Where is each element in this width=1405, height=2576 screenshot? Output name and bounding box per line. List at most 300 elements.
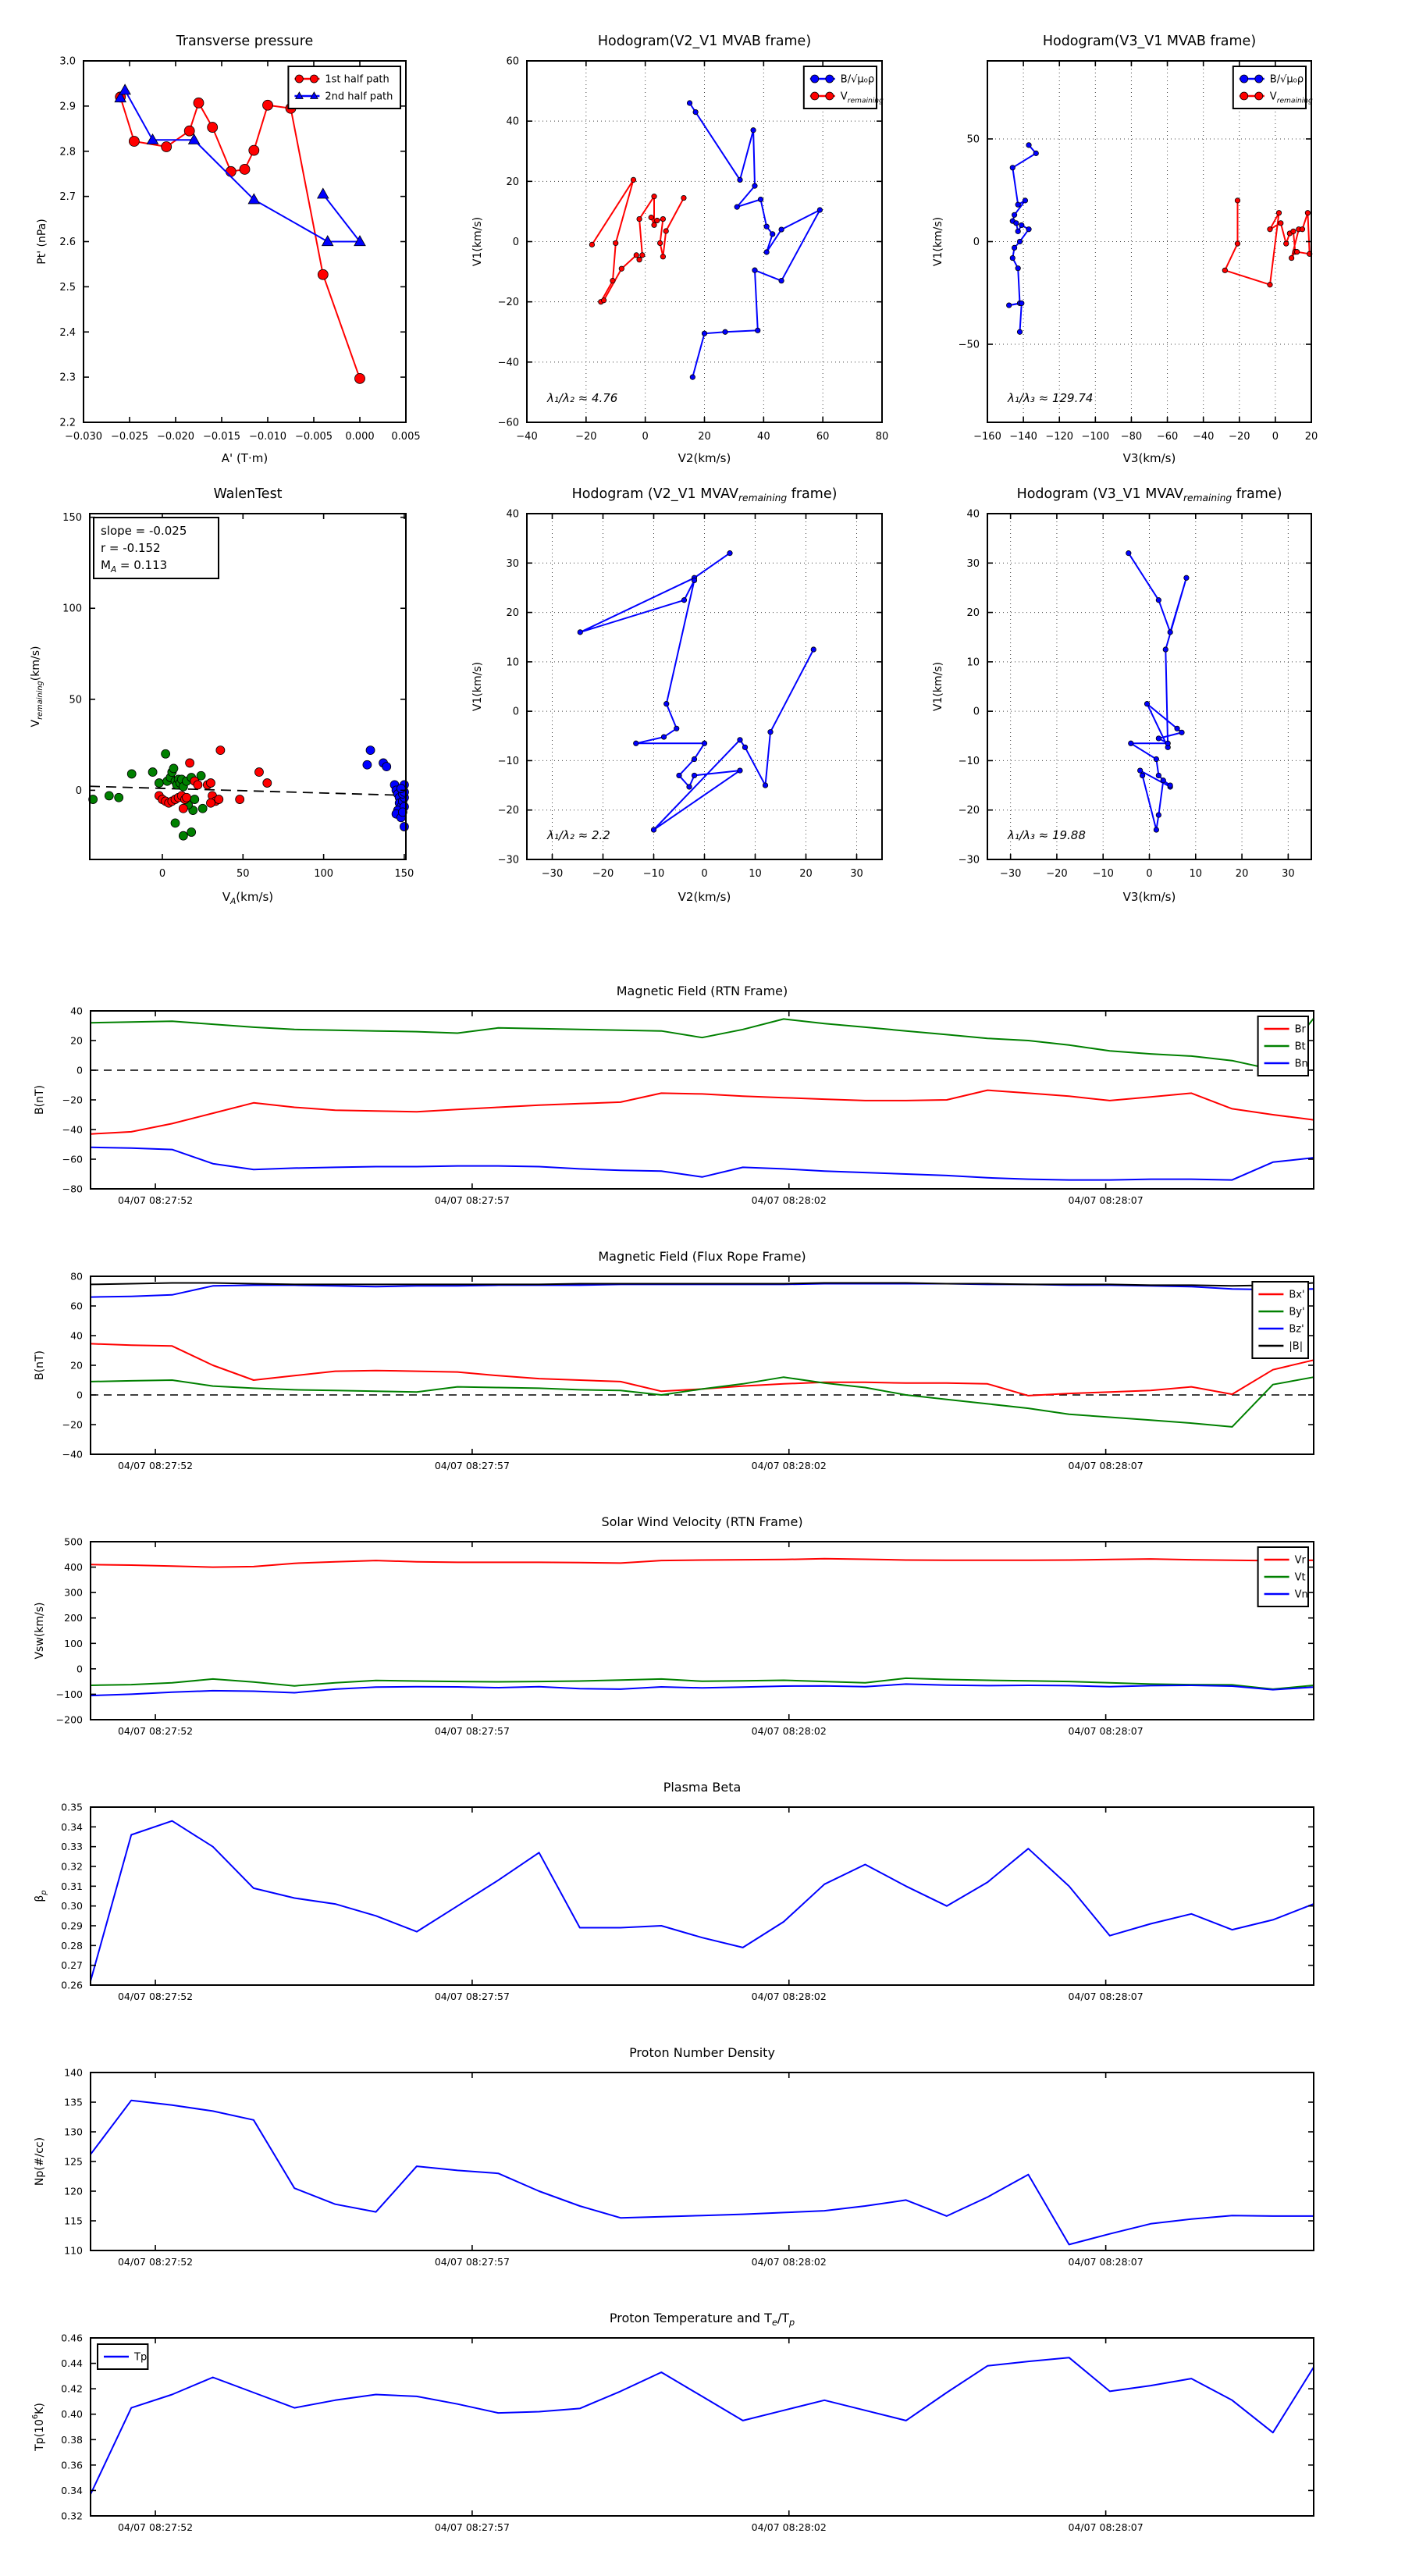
series-Br <box>91 1091 1314 1134</box>
circle-marker <box>1156 813 1161 817</box>
axes-frame <box>527 61 882 422</box>
y-axis-label: V1(km/s) <box>932 661 944 712</box>
y-tick-label: 135 <box>64 2096 83 2108</box>
y-axis-label: Vsw(km/s) <box>34 1602 46 1660</box>
eigenvalue-annotation: λ₁/λ₂ ≈ 4.76 <box>547 391 618 405</box>
y-tick-label: −20 <box>62 1094 83 1106</box>
circle-marker <box>758 197 763 201</box>
circle-marker <box>1154 756 1158 761</box>
y-tick-label: 100 <box>62 603 82 615</box>
x-tick-label: −10 <box>642 868 665 880</box>
circle-marker <box>614 240 618 245</box>
circle-marker <box>677 773 681 777</box>
circle-marker <box>649 215 653 219</box>
x-tick-label: −120 <box>1045 431 1074 443</box>
series-line <box>91 1377 1314 1427</box>
x-tick-label: 04/07 08:27:52 <box>117 2521 194 2533</box>
circle-marker <box>735 205 739 209</box>
circle-marker <box>1161 778 1165 783</box>
y-tick-label: 10 <box>966 656 980 669</box>
circle-marker <box>1129 741 1133 745</box>
circle-marker <box>1289 255 1293 260</box>
chart-hodogram-v2v1-mvav <box>468 453 929 923</box>
circle-marker <box>1014 221 1019 226</box>
circle-marker <box>1154 827 1158 832</box>
y-tick-label: 40 <box>506 508 519 521</box>
x-tick-label: 04/07 08:27:52 <box>117 1725 194 1737</box>
circle-marker <box>770 232 775 237</box>
circle-marker <box>619 266 624 271</box>
legend-label: $V_{remaining}$ <box>1269 91 1313 105</box>
x-tick-label: 04/07 08:28:02 <box>751 1991 827 2002</box>
circle-marker <box>1179 730 1184 735</box>
y-tick-label: 200 <box>64 1612 83 1624</box>
x-tick-label: 04/07 08:27:57 <box>434 1460 510 1471</box>
circle-marker <box>215 795 223 804</box>
y-tick-label: −30 <box>497 854 519 866</box>
circle-marker <box>155 779 163 788</box>
circle-marker <box>610 278 615 283</box>
y-tick-label: 115 <box>64 2215 83 2227</box>
y-tick-label: 0.26 <box>61 1979 83 1991</box>
y-tick-label: 0 <box>512 706 519 718</box>
circle-marker <box>578 630 582 635</box>
circle-marker <box>363 760 372 769</box>
circle-marker <box>702 741 706 745</box>
circle-marker <box>1144 701 1149 706</box>
y-tick-label: 0 <box>76 1663 83 1675</box>
chart-title: Proton Number Density <box>629 2045 775 2060</box>
circle-marker <box>811 92 819 100</box>
circle-marker <box>1137 768 1142 773</box>
y-tick-label: 125 <box>64 2155 83 2168</box>
y-axis-label: $V_{remaining}(km/s)$ <box>30 646 44 728</box>
y-tick-label: 2.3 <box>59 372 76 384</box>
y-tick-label: 20 <box>70 1034 83 1047</box>
x-tick-label: 20 <box>799 868 813 880</box>
y-tick-label: 40 <box>70 1329 83 1342</box>
y-tick-label: 10 <box>506 656 519 669</box>
x-tick-label: 04/07 08:28:07 <box>1068 2256 1144 2268</box>
y-tick-label: −60 <box>497 417 519 429</box>
series-line <box>91 1559 1314 1567</box>
x-tick-label: −40 <box>516 431 538 443</box>
x-tick-label: 04/07 08:27:52 <box>117 1194 194 1206</box>
x-tick-label: −30 <box>541 868 564 880</box>
y-tick-label: 120 <box>64 2185 83 2197</box>
circle-marker <box>1255 75 1263 83</box>
chart-title: Magnetic Field (Flux Rope Frame) <box>598 1249 806 1264</box>
x-tick-label: 80 <box>875 431 889 443</box>
chart-walen-test <box>0 453 468 923</box>
circle-marker <box>182 793 190 802</box>
circle-marker <box>634 253 638 258</box>
y-tick-label: 0 <box>76 1389 83 1401</box>
y-tick-label: 80 <box>70 1270 83 1283</box>
axes-frame <box>527 514 882 859</box>
y-tick-label: 0 <box>973 706 980 718</box>
y-tick-label: −100 <box>55 1688 83 1700</box>
chart-title: Plasma Beta <box>663 1780 742 1795</box>
circle-marker <box>318 269 328 279</box>
circle-marker <box>1240 75 1248 83</box>
y-tick-label: 500 <box>64 1535 83 1548</box>
triangle-marker <box>318 188 329 198</box>
circle-marker <box>1163 647 1168 652</box>
circle-marker <box>171 819 180 827</box>
circle-marker <box>1019 222 1024 227</box>
series-line <box>91 1147 1314 1180</box>
chart-solar-wind-velocity <box>0 1460 1405 1747</box>
y-tick-label: −60 <box>62 1153 83 1165</box>
circle-marker <box>692 773 696 777</box>
circle-marker <box>310 75 318 83</box>
x-tick-label: 04/07 08:27:52 <box>117 2256 194 2268</box>
chart-transverse-pressure <box>0 0 468 470</box>
circle-marker <box>162 141 172 151</box>
y-tick-label: 0.31 <box>61 1880 83 1892</box>
y-tick-label: 0.42 <box>61 2382 83 2395</box>
circle-marker <box>652 222 656 227</box>
circle-marker <box>589 242 594 247</box>
y-tick-label: 0.32 <box>61 1860 83 1873</box>
series-line <box>91 1340 1314 1396</box>
circle-marker <box>263 779 272 788</box>
fit-stat-line: slope = -0.025 <box>101 524 187 538</box>
x-axis-label: V2(km/s) <box>678 451 731 465</box>
y-tick-label: −10 <box>958 755 980 767</box>
circle-marker <box>1017 239 1022 244</box>
series-line <box>91 2357 1314 2494</box>
circle-marker <box>1291 229 1296 233</box>
series-Np <box>91 2101 1314 2245</box>
x-axis-label: $V_A(km/s)$ <box>222 890 274 906</box>
x-tick-label: 04/07 08:27:57 <box>434 1194 510 1206</box>
y-tick-label: 0 <box>973 237 980 248</box>
axes-frame <box>91 1542 1314 1720</box>
legend-label: Vt <box>1294 1571 1306 1584</box>
x-axis-label: A' (T·m) <box>221 451 269 465</box>
x-tick-label: 30 <box>1282 868 1295 880</box>
y-tick-label: 0.36 <box>61 2459 83 2471</box>
series-Bn <box>91 1147 1314 1180</box>
series-line <box>120 91 360 242</box>
x-tick-label: 04/07 08:28:07 <box>1068 1460 1144 1471</box>
legend-label: 2nd half path <box>325 91 393 103</box>
y-tick-label: 20 <box>966 607 980 620</box>
y-axis-label: B(nT) <box>34 1350 46 1380</box>
circle-marker <box>1175 726 1179 731</box>
x-tick-label: −0.015 <box>202 431 241 443</box>
x-tick-label: 04/07 08:27:57 <box>434 2521 510 2533</box>
y-tick-label: −20 <box>497 805 519 817</box>
circle-marker <box>1279 221 1283 226</box>
circle-marker <box>1010 165 1015 170</box>
chart-title: Transverse pressure <box>176 34 314 49</box>
x-tick-label: 04/07 08:28:02 <box>751 2256 827 2268</box>
circle-marker <box>811 75 819 83</box>
circle-marker <box>661 735 666 739</box>
circle-marker <box>169 764 178 773</box>
circle-marker <box>752 268 757 272</box>
x-tick-label: −140 <box>1009 431 1037 443</box>
y-tick-label: 0.34 <box>61 2484 83 2496</box>
chart-title: Hodogram(V2_V1 MVAB frame) <box>597 34 812 49</box>
legend <box>804 66 884 109</box>
x-tick-label: 0.000 <box>345 431 375 443</box>
circle-marker <box>206 779 215 788</box>
x-tick-label: 0 <box>1146 868 1153 880</box>
circle-marker <box>660 216 665 221</box>
circle-marker <box>400 823 408 831</box>
y-tick-label: 2.7 <box>59 191 76 204</box>
legend-label: B/√μ₀ρ <box>840 73 875 86</box>
y-axis-label: V1(km/s) <box>471 661 484 712</box>
x-tick-label: −40 <box>1192 431 1215 443</box>
circle-marker <box>687 785 692 789</box>
circle-marker <box>1026 227 1031 232</box>
legend-label: Bt <box>1294 1041 1306 1053</box>
circle-marker <box>764 250 769 254</box>
legend-label: Vr <box>1294 1554 1306 1567</box>
circle-marker <box>826 92 834 100</box>
y-tick-label: −80 <box>62 1183 83 1195</box>
axes-frame <box>91 2073 1314 2250</box>
chart-plasma-beta <box>0 1725 1405 2012</box>
circle-marker <box>651 827 656 832</box>
y-axis-label: V1(km/s) <box>932 216 944 267</box>
series-line <box>91 1684 1314 1695</box>
circle-marker <box>187 828 196 837</box>
y-tick-label: 140 <box>64 2066 83 2079</box>
series-Bx' <box>91 1340 1314 1396</box>
fit-stat-line: r = -0.152 <box>101 541 161 555</box>
circle-marker <box>1016 202 1020 207</box>
circle-marker <box>1010 255 1015 260</box>
y-tick-label: 0 <box>76 1064 83 1076</box>
y-tick-label: 30 <box>506 557 519 570</box>
y-tick-label: 0.28 <box>61 1939 83 1952</box>
x-tick-label: 0 <box>1272 431 1279 443</box>
circle-marker <box>1294 249 1299 254</box>
x-tick-label: −0.020 <box>156 431 195 443</box>
circle-marker <box>817 208 822 212</box>
axes-frame <box>91 1807 1314 1985</box>
x-tick-label: 04/07 08:28:02 <box>751 1194 827 1206</box>
circle-marker <box>738 768 742 773</box>
y-tick-label: 2.6 <box>59 237 76 248</box>
chart-hodogram-v3v1-mvab <box>929 0 1405 470</box>
legend-label: Tp <box>134 2351 148 2364</box>
y-tick-label: −20 <box>62 1418 83 1431</box>
y-axis-label: Pt' (nPa) <box>36 219 48 265</box>
legend <box>98 2344 148 2369</box>
series-line <box>91 2101 1314 2245</box>
x-tick-label: 0 <box>701 868 708 880</box>
x-tick-label: −60 <box>1156 431 1179 443</box>
y-tick-label: 50 <box>69 694 82 706</box>
circle-marker <box>254 768 263 777</box>
chart-title: Hodogram (V3_V1 $MVAV_{remaining}$ frame) <box>1016 486 1282 503</box>
y-tick-label: 130 <box>64 2126 83 2138</box>
series-V-hodogram <box>1126 550 1190 832</box>
x-tick-label: 20 <box>698 431 711 443</box>
chart-title: Proton Temperature and $T_e/T_p$ <box>609 2311 795 2328</box>
axes-frame <box>91 2338 1314 2516</box>
y-tick-label: 2.8 <box>59 146 76 158</box>
circle-marker <box>690 375 695 379</box>
circle-marker <box>1235 241 1240 246</box>
legend-label: By' <box>1289 1306 1305 1318</box>
chart-title: Hodogram (V2_V1 $MVAV_{remaining}$ frame) <box>571 486 838 503</box>
x-tick-label: 20 <box>1304 431 1318 443</box>
y-tick-label: 110 <box>64 2244 83 2257</box>
y-tick-label: 60 <box>506 55 519 68</box>
series-By' <box>91 1377 1314 1427</box>
circle-marker <box>692 756 696 761</box>
circle-marker <box>655 218 660 222</box>
circle-marker <box>631 177 635 182</box>
x-tick-label: 0 <box>158 868 166 880</box>
y-tick-label: 300 <box>64 1586 83 1599</box>
circle-marker <box>826 75 834 83</box>
y-tick-label: 3.0 <box>59 55 76 68</box>
x-tick-label: −10 <box>1092 868 1114 880</box>
circle-marker <box>1168 783 1172 788</box>
x-tick-label: 100 <box>314 868 334 880</box>
x-tick-label: 40 <box>757 431 770 443</box>
circle-marker <box>105 792 113 800</box>
x-tick-label: 04/07 08:28:07 <box>1068 1991 1144 2002</box>
circle-marker <box>206 799 215 807</box>
series-line <box>91 1821 1314 1981</box>
circle-marker <box>640 253 645 258</box>
x-tick-label: 0.005 <box>391 431 421 443</box>
circle-marker <box>1240 92 1248 100</box>
legend <box>1258 1547 1308 1606</box>
legend-label: Bx' <box>1289 1289 1305 1301</box>
x-tick-label: 30 <box>850 868 863 880</box>
x-axis-label: V3(km/s) <box>1122 890 1176 904</box>
triangle-marker <box>322 236 333 246</box>
chart-title: Hodogram(V3_V1 MVAB frame) <box>1042 34 1257 49</box>
series-line <box>1129 553 1186 830</box>
y-tick-label: −40 <box>62 1123 83 1136</box>
legend-label: Bn <box>1294 1058 1308 1070</box>
y-tick-label: −10 <box>497 755 519 767</box>
x-tick-label: 04/07 08:27:52 <box>117 1991 194 2002</box>
series-V-remaining-hodogram <box>589 177 686 304</box>
circle-marker <box>1235 198 1240 203</box>
x-tick-label: 20 <box>1235 868 1249 880</box>
x-tick-label: 04/07 08:27:57 <box>434 1991 510 2002</box>
x-tick-label: 04/07 08:27:52 <box>117 1460 194 1471</box>
series-B-hodogram <box>1006 143 1038 335</box>
circle-marker <box>226 166 236 176</box>
y-tick-label: 60 <box>70 1300 83 1312</box>
eigenvalue-annotation: λ₁/λ₃ ≈ 129.74 <box>1008 391 1094 405</box>
circle-marker <box>727 550 732 555</box>
x-tick-label: 10 <box>749 868 762 880</box>
y-tick-label: 0 <box>512 237 519 248</box>
series-Vn <box>91 1684 1314 1695</box>
chart-magnetic-field-flux-rope <box>0 1194 1405 1482</box>
x-tick-label: −0.010 <box>248 431 287 443</box>
legend <box>1252 1282 1308 1358</box>
legend-label: Vn <box>1294 1589 1308 1601</box>
y-tick-label: 30 <box>966 557 980 570</box>
legend-label: Bz' <box>1289 1323 1304 1336</box>
circle-marker <box>1019 301 1024 305</box>
legend <box>1258 1016 1308 1076</box>
x-tick-label: 04/07 08:28:07 <box>1068 2521 1144 2533</box>
y-tick-label: 0.46 <box>61 2332 83 2344</box>
circle-marker <box>184 126 194 136</box>
chart-title: WalenTest <box>213 486 283 502</box>
circle-marker <box>657 240 662 245</box>
series-beta-p <box>91 1821 1314 1981</box>
y-tick-label: −20 <box>958 805 980 817</box>
x-tick-label: −0.025 <box>110 431 149 443</box>
y-tick-label: 50 <box>966 133 980 146</box>
circle-marker <box>687 101 692 105</box>
circle-marker <box>1305 210 1310 215</box>
circle-marker <box>763 783 767 788</box>
series-line <box>690 103 820 377</box>
circle-marker <box>723 329 727 334</box>
y-tick-label: 0 <box>75 785 82 797</box>
y-tick-label: 20 <box>70 1359 83 1372</box>
y-tick-label: 2.9 <box>59 101 76 113</box>
chart-magnetic-field-rtn <box>0 929 1405 1216</box>
circle-marker <box>1268 227 1272 232</box>
triangle-marker <box>147 134 158 144</box>
chart-title: Magnetic Field (RTN Frame) <box>616 984 788 998</box>
y-axis-label: V1(km/s) <box>471 216 484 267</box>
circle-marker <box>1156 736 1161 741</box>
series-line <box>91 1284 1314 1297</box>
circle-marker <box>779 278 784 283</box>
circle-marker <box>179 831 187 840</box>
chart-hodogram-v3v1-mvav <box>929 453 1405 923</box>
x-tick-label: −20 <box>1046 868 1068 880</box>
fit-line <box>90 786 406 795</box>
circle-marker <box>1184 575 1189 580</box>
circle-marker <box>1156 598 1161 603</box>
circle-marker <box>1023 198 1027 203</box>
y-tick-label: 2.2 <box>59 417 76 429</box>
circle-marker <box>693 109 698 114</box>
fit-stat-line: $M_A = 0.113$ <box>101 558 168 575</box>
y-tick-label: 20 <box>506 607 519 620</box>
series-V-remaining-hodogram <box>1222 198 1312 287</box>
y-tick-label: 0.29 <box>61 1920 83 1932</box>
circle-marker <box>1255 92 1263 100</box>
y-tick-label: 0.40 <box>61 2408 83 2421</box>
y-tick-label: −200 <box>55 1713 83 1726</box>
legend <box>1233 66 1313 109</box>
circle-marker <box>1268 283 1272 287</box>
y-tick-label: 0.30 <box>61 1900 83 1912</box>
chart-proton-temperature <box>0 2256 1405 2543</box>
circle-marker <box>779 227 784 232</box>
x-tick-label: −0.030 <box>64 431 103 443</box>
circle-marker <box>1126 550 1131 555</box>
y-tick-label: −40 <box>497 357 519 369</box>
circle-marker <box>738 177 742 182</box>
circle-marker <box>194 781 202 789</box>
y-tick-label: 20 <box>506 176 519 188</box>
